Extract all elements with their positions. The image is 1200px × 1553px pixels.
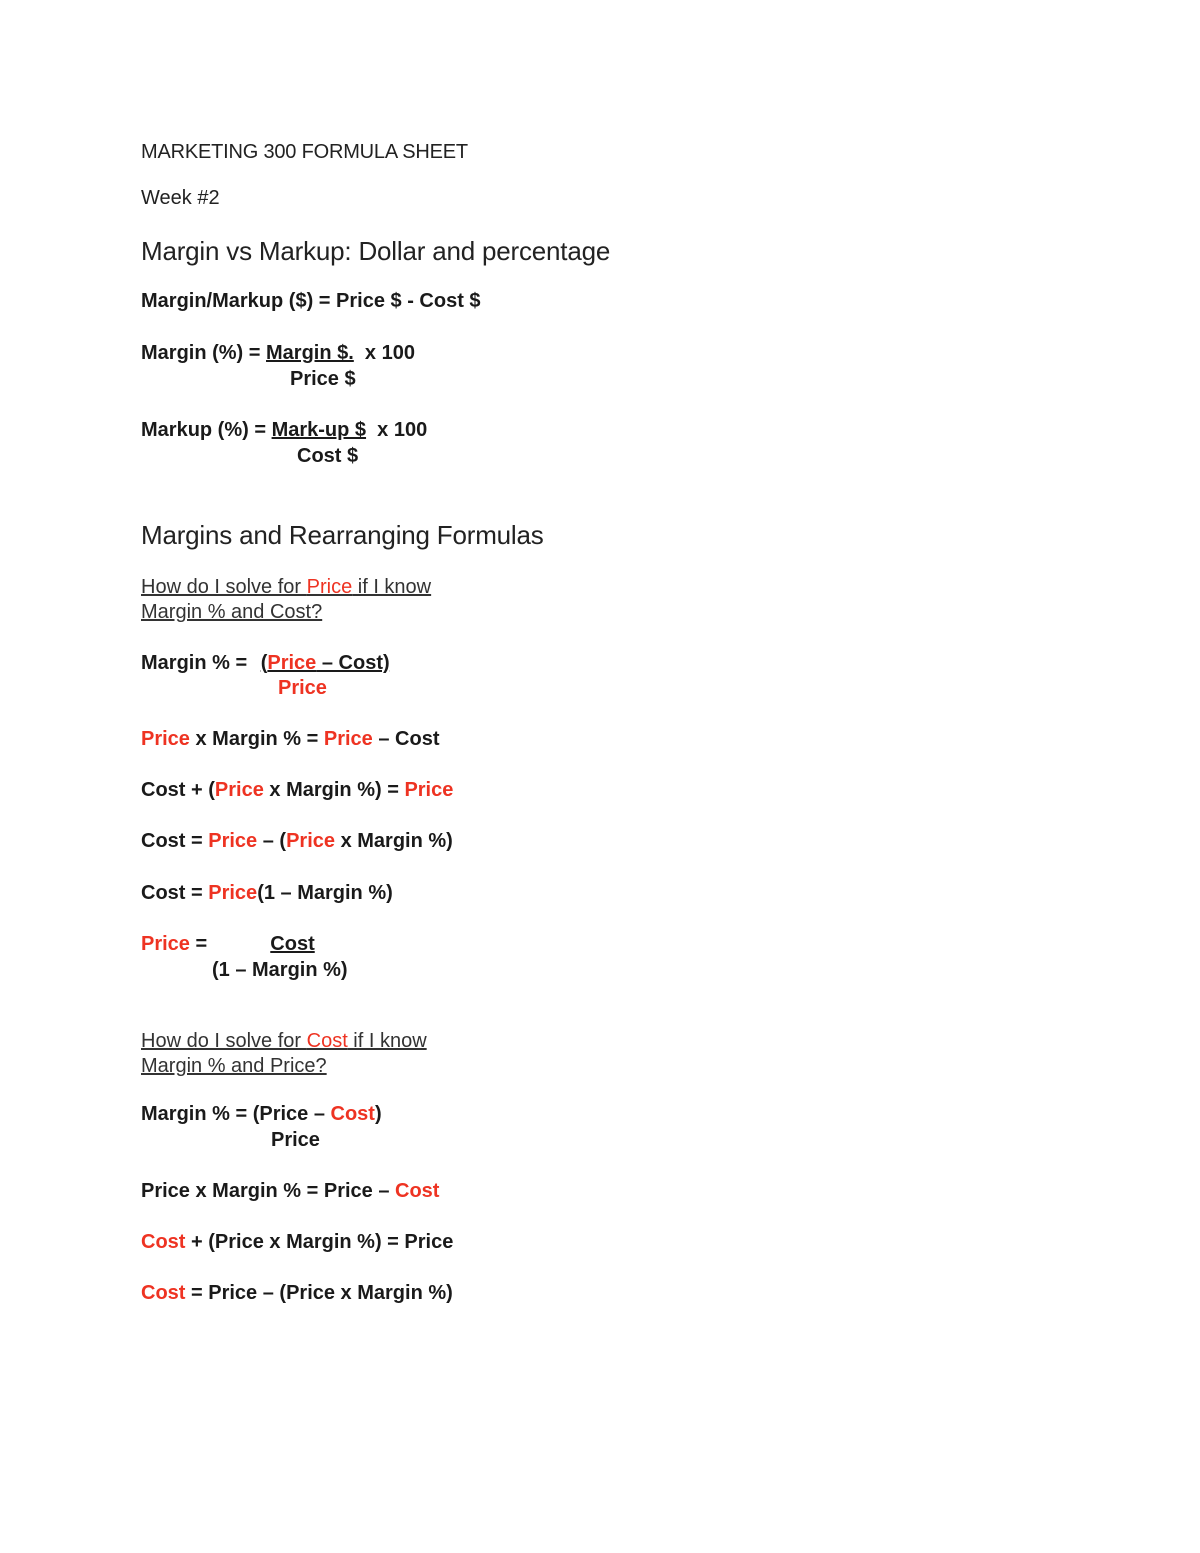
formula-text: Cost = — [141, 882, 209, 904]
formula-p1 — [141, 652, 390, 675]
paren: ( — [260, 652, 268, 674]
price-term: Price — [208, 882, 258, 904]
formula-text: = — [189, 933, 213, 955]
question-highlight: Cost — [306, 1030, 348, 1052]
question-text: if I know — [347, 1030, 427, 1052]
price-term: Price — [404, 779, 454, 801]
formula-numerator — [261, 652, 390, 674]
week-label: Week #2 — [141, 187, 220, 209]
formula-lhs: Margin (%) = — [141, 342, 267, 364]
price-term: Price — [214, 779, 264, 801]
formula-text: Cost + ( — [141, 779, 215, 801]
formula-text: x Margin % = — [189, 728, 324, 750]
formula-text: x Margin %) = — [263, 779, 405, 801]
formula-p4 — [141, 830, 453, 853]
formula-p6-denominator: (1 – Margin %) — [212, 959, 348, 981]
price-term: Price — [141, 933, 190, 955]
formula-p2 — [141, 728, 440, 751]
question-text: if I know — [352, 576, 432, 598]
question-highlight: Price — [306, 576, 353, 598]
formula-text: Price x Margin % = Price – — [141, 1180, 396, 1202]
formula-text: – ( — [257, 830, 287, 852]
formula-margin-markup-dollar: Margin/Markup ($) = Price $ - Cost $ — [141, 290, 481, 312]
section-heading-margin-vs-markup: Margin vs Markup: Dollar and percentage — [141, 236, 611, 266]
formula-numerator: Mark-up $ — [271, 419, 367, 441]
formula-c3 — [141, 1231, 453, 1254]
formula-markup-percent — [141, 419, 427, 442]
formula-text: Cost = — [141, 830, 209, 852]
price-term: Price — [267, 652, 317, 674]
question-solve-cost — [141, 1030, 427, 1053]
formula-margin-percent-denominator: Price $ — [290, 368, 356, 390]
cost-term: Cost — [330, 1103, 375, 1125]
formula-p5 — [141, 882, 393, 905]
formula-text: (1 – Margin %) — [257, 882, 393, 904]
formula-numerator: Cost — [270, 933, 315, 955]
question-text: How do I solve for — [141, 576, 307, 598]
paren: ) — [374, 1103, 382, 1125]
formula-text: + (Price x Margin %) = Price — [185, 1231, 454, 1253]
formula-lhs: Margin % = — [141, 652, 253, 674]
formula-c1-denominator: Price — [271, 1129, 320, 1151]
formula-text: Margin % = (Price – — [141, 1103, 331, 1125]
formula-c2 — [141, 1180, 439, 1203]
question-solve-price-line2: Margin % and Cost? — [141, 601, 323, 623]
price-term: Price — [208, 830, 258, 852]
formula-numerator: Margin $. — [266, 342, 354, 364]
formula-rest: – Cost) — [316, 652, 390, 674]
document-title: MARKETING 300 FORMULA SHEET — [141, 141, 468, 163]
price-term: Price — [141, 728, 190, 750]
formula-multiplier: x 100 — [353, 342, 415, 364]
section-heading-rearranging: Margins and Rearranging Formulas — [141, 520, 544, 550]
cost-term: Cost — [141, 1231, 186, 1253]
cost-term: Cost — [141, 1282, 186, 1304]
formula-c1 — [141, 1103, 382, 1126]
price-term: Price — [323, 728, 373, 750]
formula-markup-percent-denominator: Cost $ — [297, 445, 359, 467]
formula-text: – Cost — [372, 728, 440, 750]
formula-multiplier: x 100 — [366, 419, 428, 441]
formula-text: x Margin %) — [335, 830, 453, 852]
formula-lhs: Markup (%) = — [141, 419, 272, 441]
formula-p6 — [141, 933, 315, 956]
question-solve-price — [141, 576, 431, 599]
formula-p3 — [141, 779, 453, 802]
formula-text: = Price – (Price x Margin %) — [185, 1282, 453, 1304]
question-solve-cost-line2: Margin % and Price? — [141, 1055, 327, 1077]
price-term: Price — [286, 830, 336, 852]
cost-term: Cost — [395, 1180, 440, 1202]
question-text: How do I solve for — [141, 1030, 307, 1052]
formula-margin-percent — [141, 342, 415, 365]
formula-c4 — [141, 1282, 453, 1305]
formula-p1-denominator: Price — [278, 677, 327, 699]
